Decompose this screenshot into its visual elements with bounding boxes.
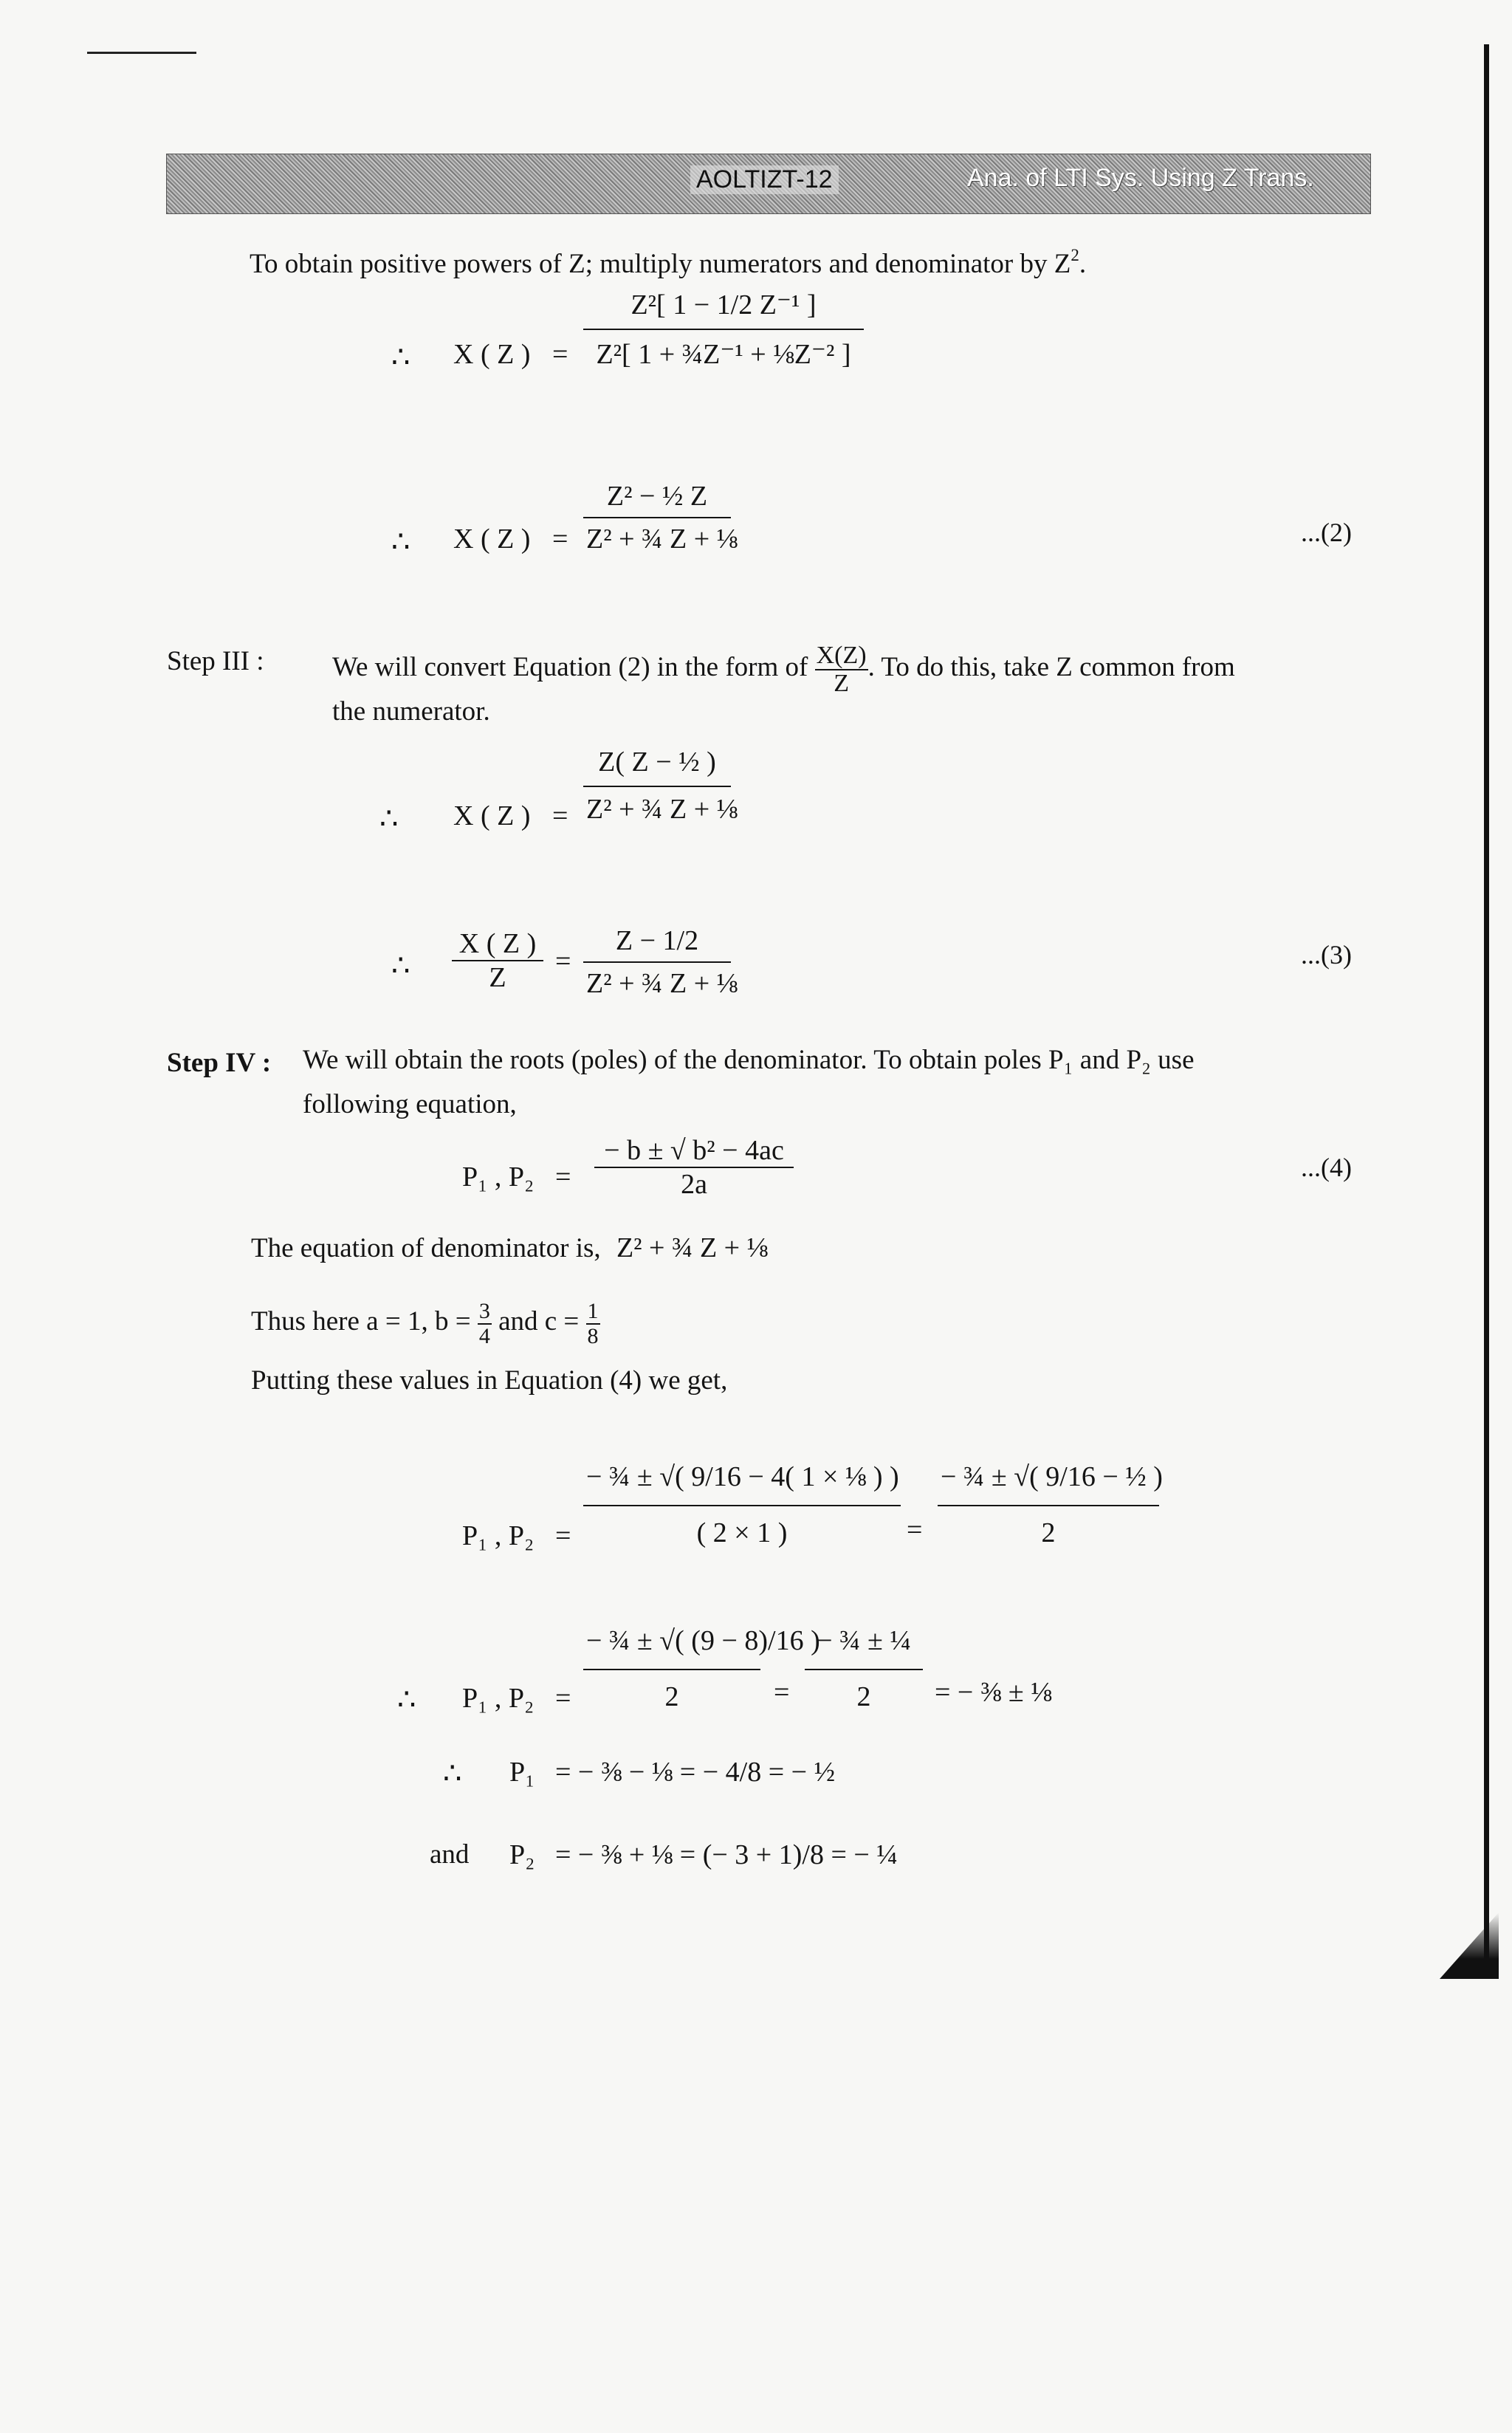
eq1-lhs: X ( Z ) <box>453 339 531 370</box>
eq3-numerator: Z − 1/2 <box>583 924 731 963</box>
eq3a-fraction <box>583 746 738 826</box>
step4-text-a: We will obtain the roots (poles) of the denominator. To obtain poles P₁ and P₂ use <box>303 1045 1195 1075</box>
eq3-lhs-fraction <box>452 927 543 994</box>
denom-text: The equation of denominator is, <box>251 1233 601 1263</box>
step3-frac-num: X(Z) <box>816 642 867 669</box>
eq6-fraction-1 <box>583 1624 820 1713</box>
eq7-rhs: = − ⅜ − ⅛ = − 4/8 = − ½ <box>555 1757 836 1788</box>
top-rule <box>87 52 196 54</box>
denom-expr: Z² + ¾ Z + ⅛ <box>616 1232 769 1263</box>
eq1-fraction <box>583 288 864 371</box>
step3-label: Step III : <box>167 646 264 676</box>
and-word: and <box>430 1839 470 1870</box>
eq5-lhs: P₁ , P₂ <box>462 1520 535 1551</box>
eq6-num1: − ¾ ± √( (9 − 8)/16 ) <box>583 1624 760 1670</box>
eq5-equals: = <box>555 1520 571 1551</box>
step3-text-a: We will convert Equation (2) in the form of <box>332 652 808 683</box>
therefore-symbol: ∴ <box>379 802 399 835</box>
eq4-fraction <box>594 1134 794 1201</box>
step3-inline-fraction <box>815 642 868 696</box>
eq4-denominator: 2a <box>681 1169 707 1200</box>
step4-text-b: following equation, <box>303 1089 517 1119</box>
denom-line <box>251 1232 768 1266</box>
eq5-den2: 2 <box>1041 1517 1056 1548</box>
eq8-lhs: P₂ <box>509 1839 535 1870</box>
eq8-rhs: = − ⅜ + ⅛ = (− 3 + 1)/8 = − ¼ <box>555 1839 898 1870</box>
eq2-fraction <box>583 480 738 555</box>
eq4-lhs: P₁ , P₂ <box>462 1161 535 1193</box>
eq6-fraction-2 <box>805 1624 923 1713</box>
intro-sentence: To obtain positive powers of Z; multiply numerators and denominator by Z <box>250 249 1071 279</box>
eq3-denominator: Z² + ¾ Z + ⅛ <box>586 968 738 999</box>
page-edge-shadow <box>1484 44 1489 1964</box>
eq4-number: ...(4) <box>1301 1153 1352 1182</box>
values-text-b: and c = <box>498 1305 580 1336</box>
eq5-den1: ( 2 × 1 ) <box>696 1517 788 1548</box>
c-fraction <box>586 1300 600 1348</box>
eq2-numerator: Z² − ½ Z <box>583 480 731 518</box>
values-text-a: Thus here a = 1, b = <box>251 1305 471 1336</box>
eq6-den1: 2 <box>664 1681 679 1712</box>
eq2-number: ...(2) <box>1301 518 1352 547</box>
eq2-denominator: Z² + ¾ Z + ⅛ <box>586 524 738 555</box>
eq6-tail: = − ⅜ ± ⅛ <box>935 1677 1052 1708</box>
c-num: 1 <box>587 1299 599 1323</box>
header-code: AOLTIZT-12 <box>690 165 839 194</box>
eq3-lhs-den: Z <box>489 962 506 993</box>
therefore-symbol: ∴ <box>397 1683 416 1716</box>
b-den: 4 <box>478 1323 490 1348</box>
therefore-symbol: ∴ <box>391 949 410 982</box>
eq1-denominator: Z²[ 1 + ¾Z⁻¹ + ⅛Z⁻² ] <box>596 339 851 370</box>
intro-sup: 2 <box>1071 245 1079 264</box>
step3-frac-den: Z <box>834 669 849 697</box>
putting-text: Putting these values in Equation (4) we get, <box>251 1365 728 1396</box>
eq2-lhs: X ( Z ) <box>453 524 531 555</box>
step3-line1 <box>332 642 1235 696</box>
eq5-num2: − ¾ ± √( 9/16 − ½ ) <box>938 1461 1159 1506</box>
step3-text-b: . To do this, take Z common from <box>867 652 1235 683</box>
step3-text-c: the numerator. <box>332 696 490 727</box>
eq3a-denominator: Z² + ¾ Z + ⅛ <box>586 794 738 825</box>
therefore-symbol: ∴ <box>391 340 410 374</box>
eq4-equals: = <box>555 1161 571 1193</box>
eq4-numerator: − b ± √ b² − 4ac <box>594 1134 794 1168</box>
eq3a-equals: = <box>552 800 568 831</box>
eq2-equals: = <box>552 524 568 555</box>
eq6-equals-2: = <box>774 1677 790 1708</box>
header-title: Ana. of LTI Sys. Using Z Trans. <box>967 164 1314 192</box>
eq1-equals: = <box>552 339 568 370</box>
eq6-equals: = <box>555 1683 571 1714</box>
eq3-fraction <box>583 924 738 1000</box>
eq5-fraction-1 <box>583 1461 901 1549</box>
intro-period: . <box>1079 249 1087 279</box>
eq3-equals: = <box>555 946 571 977</box>
eq5-num1: − ¾ ± √( 9/16 − 4( 1 × ⅛ ) ) <box>583 1461 901 1506</box>
c-den: 8 <box>587 1323 599 1348</box>
intro-text <box>250 245 1087 281</box>
b-num: 3 <box>478 1299 490 1323</box>
eq3-number: ...(3) <box>1301 940 1352 970</box>
therefore-symbol: ∴ <box>391 525 410 558</box>
eq3-lhs-num: X ( Z ) <box>452 927 543 961</box>
values-line <box>251 1300 600 1348</box>
eq1-numerator: Z²[ 1 − 1/2 Z⁻¹ ] <box>583 288 864 330</box>
step4-label: Step IV : <box>167 1048 272 1078</box>
eq3a-lhs: X ( Z ) <box>453 800 531 831</box>
therefore-symbol: ∴ <box>443 1757 462 1790</box>
eq7-lhs: P₁ <box>509 1757 535 1788</box>
eq6-lhs: P₁ , P₂ <box>462 1683 535 1714</box>
eq3a-numerator: Z( Z − ½ ) <box>583 746 731 787</box>
eq6-den2: 2 <box>856 1681 871 1712</box>
b-fraction <box>478 1300 492 1348</box>
eq5-fraction-2 <box>938 1461 1163 1549</box>
page-edge-shadow-foot <box>1440 1912 1499 1979</box>
eq5-equals-2: = <box>907 1514 923 1545</box>
eq6-num2: − ¾ ± ¼ <box>805 1624 923 1670</box>
